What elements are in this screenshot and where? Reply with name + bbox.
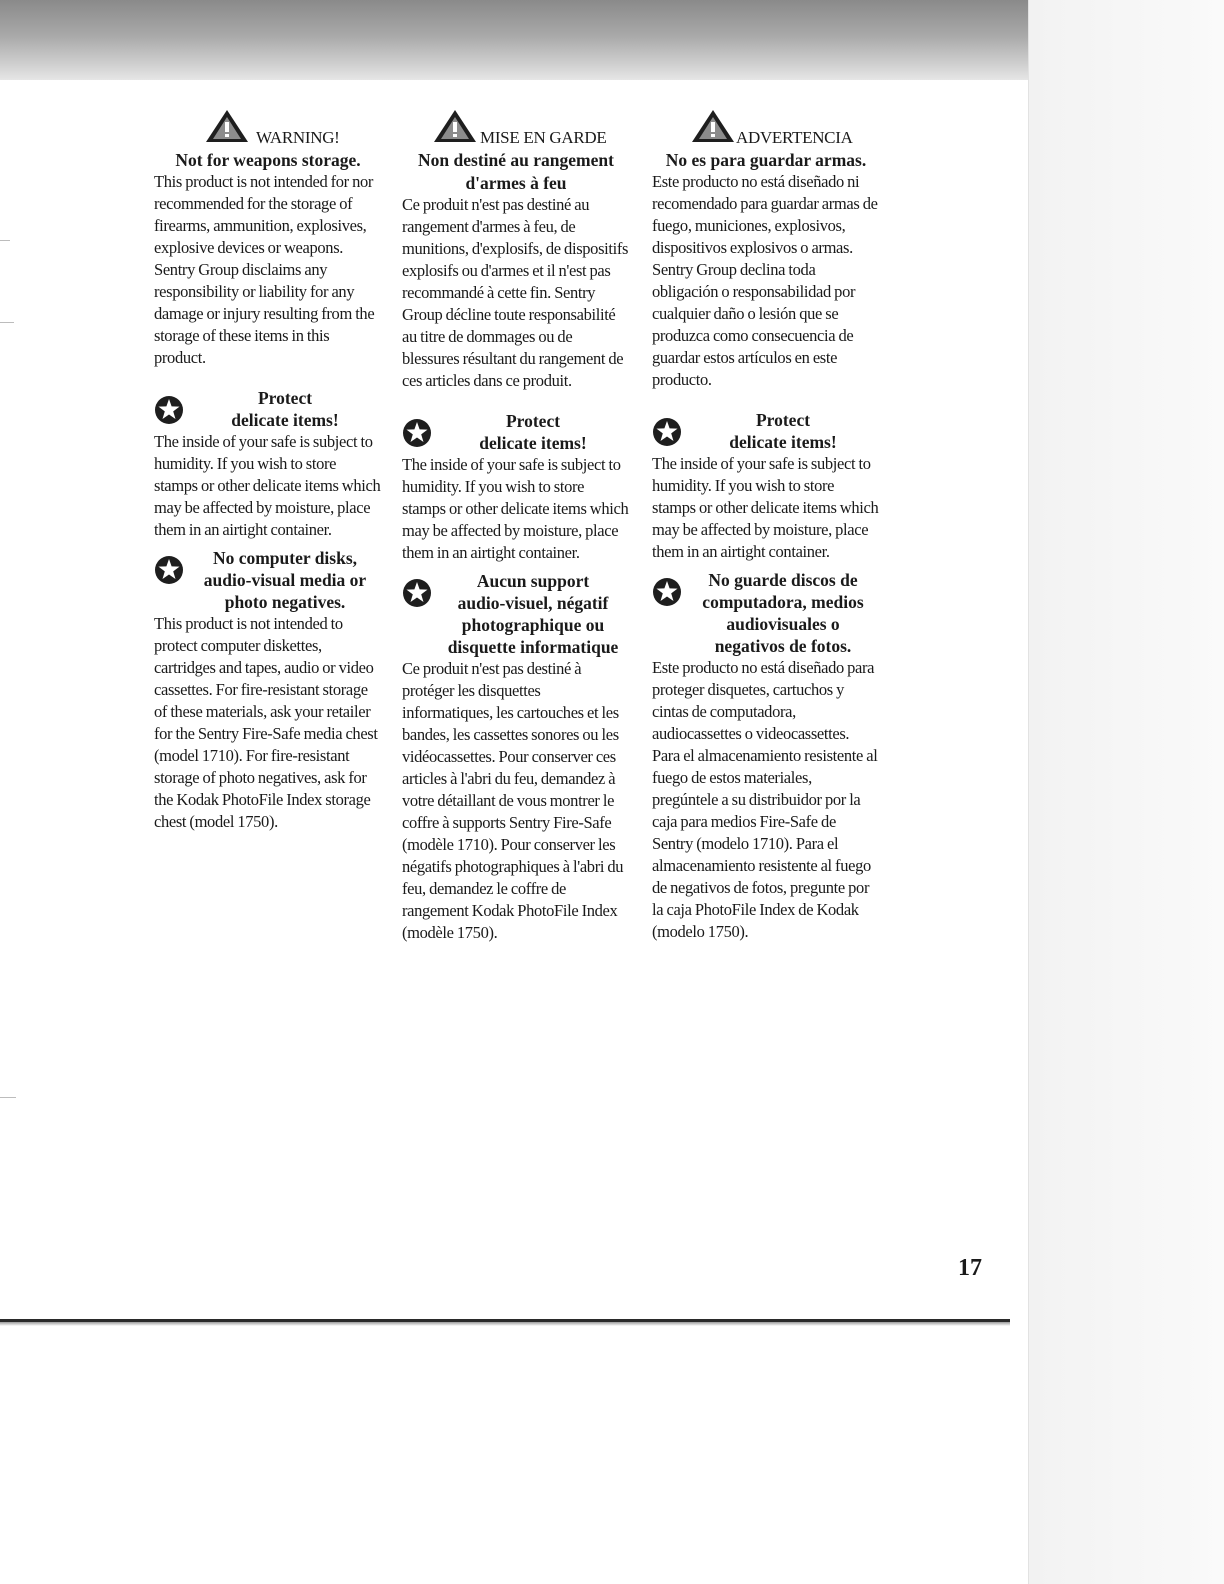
media-title: disquette informatique — [447, 637, 619, 657]
english-column — [154, 108, 382, 833]
warning-subhead: d'armes à feu — [465, 173, 567, 193]
protect-title: delicate items! — [729, 432, 837, 452]
protect-title: delicate items! — [231, 410, 339, 430]
media-title: No computer disks, — [212, 548, 358, 568]
page-edge — [1028, 0, 1224, 1584]
warning-body: This product is not intended for nor recommended for the storage of firearms, ammunition, explosives, explosive devices or weapons. Sentry Group disclaims any responsibility or liability for any damage or injury resulting from the storage of these items in this product. — [154, 172, 375, 367]
margin-mark — [0, 240, 10, 241]
media-title: negativos de fotos. — [714, 636, 852, 656]
warning-triangle-icon — [432, 108, 478, 144]
media-body: Este producto no está diseñado para proteger disquetes, cartuchos y cintas de computadora, audiocassettes o videocassettes. Para el almacenamiento resistente al fuego de estos materiales, pregúntele a su distribuidor por la caja para medios Fire-Safe de Sentry (modelo 1710). Para el almacenamiento resistente al fuego de negativos de fotos, pregunte por la caja PhotoFile Index de Kodak (modelo 1750). — [652, 658, 878, 941]
protect-title: Protect — [505, 411, 561, 431]
media-title: computadora, medios — [702, 592, 864, 612]
warning-header — [652, 108, 880, 148]
warning-label: ADVERTENCIA — [736, 128, 853, 147]
media-section — [652, 569, 880, 943]
protect-title: delicate items! — [479, 433, 587, 453]
media-title: photo negatives. — [224, 592, 346, 612]
star-icon — [154, 555, 184, 585]
margin-mark — [0, 1097, 16, 1098]
media-body: Ce produit n'est pas destiné à protéger les disquettes informatiques, les cartouches et les bandes, les cassettes sonores ou les vidéocassettes. Pour conserver ces articles à l'abri du feu, demandez à votre détaillant de vous montrer le coffre à supports Sentry Fire-Safe (modèle 1710). Pour conserver les négatifs photographiques à l'abri du feu, demandez le coffre de rangement Kodak PhotoFile Index (modèle 1750). — [402, 659, 624, 942]
spanish-column — [652, 108, 880, 943]
media-title: audio-visuel, négatif — [457, 593, 609, 613]
warning-subhead: Non destiné au rangement — [418, 150, 614, 170]
warning-label: MISE EN GARDE — [480, 128, 607, 147]
warning-subhead: No es para guardar armas. — [665, 150, 867, 170]
protect-body: The inside of your safe is subject to humidity. If you wish to store stamps or other delicate items which may be affected by moisture, place them in an airtight container. — [402, 455, 629, 562]
warning-body: Ce produit n'est pas destiné au rangement d'armes à feu, de munitions, d'explosifs, de dispositifs explosifs ou d'armes et il n'est pas recommandé à cette fin. Sentry Group décline toute responsabilité au titre de dommages ou de blessures résultant du rangement de ces articles dans ce produit. — [402, 195, 629, 390]
protect-body: The inside of your safe is subject to humidity. If you wish to store stamps or other delicate items which may be affected by moisture, place them in an airtight container. — [154, 432, 381, 539]
warning-header — [154, 108, 382, 148]
protect-section — [402, 410, 630, 564]
warning-header — [402, 108, 630, 148]
protect-body: The inside of your safe is subject to humidity. If you wish to store stamps or other delicate items which may be affected by moisture, place them in an airtight container. — [652, 454, 879, 561]
media-title: Aucun support — [476, 571, 590, 591]
warning-label: WARNING! — [256, 128, 340, 147]
star-icon — [402, 578, 432, 608]
media-title: audiovisuales o — [726, 614, 840, 634]
media-section — [402, 570, 630, 944]
star-icon — [652, 417, 682, 447]
protect-title: Protect — [755, 410, 811, 430]
star-icon — [154, 395, 184, 425]
star-icon — [402, 418, 432, 448]
protect-section — [652, 409, 880, 563]
warning-body: Este producto no está diseñado ni recomendado para guardar armas de fuego, municiones, explosivos, dispositivos explosivos o armas. Sentry Group declina toda obligación o responsabilidad por cualquier daño o lesión que se produzca como consecuencia de guardar estos artículos en este producto. — [652, 172, 878, 389]
scan-edge-shadow — [0, 1322, 1010, 1326]
page-number: 17 — [958, 1255, 982, 1281]
media-section — [154, 547, 382, 833]
warning-subhead: Not for weapons storage. — [175, 150, 361, 170]
protect-title: Protect — [257, 388, 313, 408]
warning-triangle-icon — [204, 108, 250, 144]
media-title: No guarde discos de — [708, 570, 858, 590]
protect-section — [154, 387, 382, 541]
french-column — [402, 108, 630, 944]
media-title: audio-visual media or — [203, 570, 367, 590]
warning-triangle-icon — [690, 108, 736, 144]
margin-mark — [0, 322, 14, 323]
media-body: This product is not intended to protect computer diskettes, cartridges and tapes, audio or video cassettes. For fire-resistant storage of these materials, ask your retailer for the Sentry Fire-Safe media chest (model 1710). For fire-resistant storage of photo negatives, ask for the Kodak PhotoFile Index storage chest (model 1750). — [154, 614, 378, 831]
media-title: photographique ou — [461, 615, 605, 635]
star-icon — [652, 577, 682, 607]
